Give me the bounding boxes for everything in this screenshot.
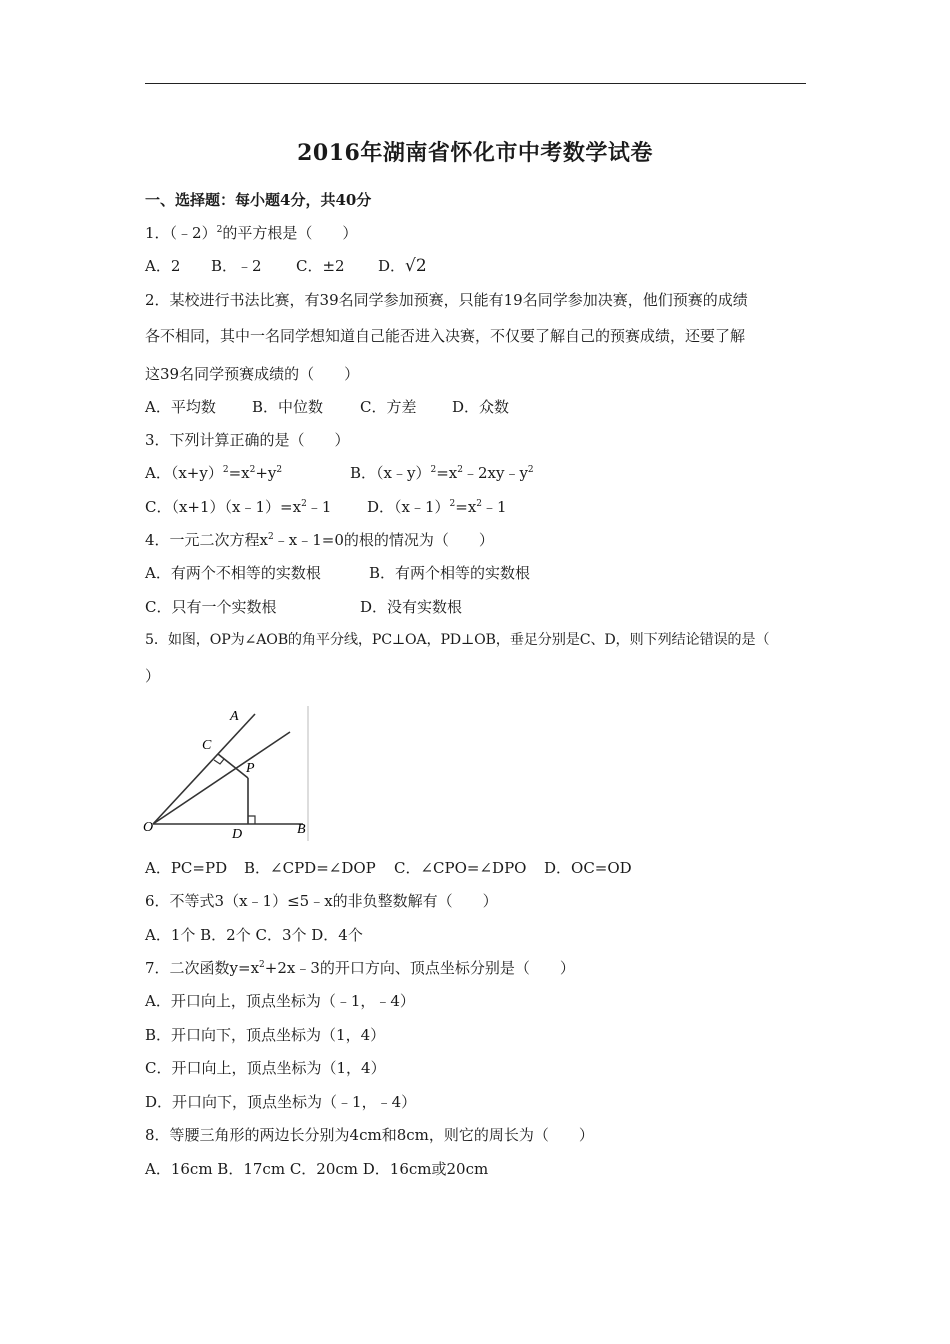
option-d[interactable]: D．√2 <box>378 256 427 276</box>
question-6-stem: 6．不等式3（x﹣1）≤5﹣x的非负整数解有（ ） <box>145 892 498 910</box>
question-4-options-ab <box>145 563 530 583</box>
question-3-options-cd <box>145 497 507 517</box>
question-7-option-c[interactable]: C．开口向上，顶点坐标为（1，4） <box>145 1059 386 1077</box>
segment-pc <box>218 754 248 778</box>
option-c[interactable]: C．$(x+1)(x﹣1)=x^2﹣1$ <box>145 498 332 516</box>
option-b[interactable]: B．﹣2 <box>211 257 262 275</box>
section-heading: 一、选择题：每小题4分，共40分 <box>145 191 372 209</box>
option-a[interactable]: A．平均数 <box>145 398 216 416</box>
question-7-option-d[interactable]: D．开口向下，顶点坐标为（﹣1，﹣4） <box>145 1093 417 1111</box>
label-a: A <box>230 709 239 724</box>
option-d[interactable]: D．$(x﹣1)^2=x^2﹣1$ <box>367 498 507 516</box>
option-b[interactable]: B．有两个相等的实数根 <box>369 564 531 582</box>
page-title: 2016年湖南省怀化市中考数学试卷 <box>297 140 653 166</box>
angle-bisector-diagram <box>143 706 313 841</box>
option-c[interactable]: C．方差 <box>360 398 417 416</box>
question-7-stem: 7．二次函数$y=x^2+2x﹣3$的开口方向、顶点坐标分别是（ ） <box>145 959 575 977</box>
question-7-option-a[interactable]: A．开口向上，顶点坐标为（﹣1，﹣4） <box>145 992 415 1010</box>
right-angle-mark-d <box>248 816 255 824</box>
question-2-line1: 2．某校进行书法比赛，有39名同学参加预赛，只能有19名同学参加决赛，他们预赛的成绩 <box>145 291 748 309</box>
geometry-figure <box>143 706 313 841</box>
ray-oa <box>153 714 255 824</box>
option-a[interactable]: A．PC=PD <box>145 859 228 877</box>
ray-op <box>153 732 290 824</box>
option-a[interactable]: A．有两个不相等的实数根 <box>145 564 321 582</box>
question-8-stem: 8．等腰三角形的两边长分别为4cm和8cm，则它的周长为（ ） <box>145 1126 594 1144</box>
option-d[interactable]: D．没有实数根 <box>360 598 463 616</box>
option-a[interactable]: A．2 <box>145 257 181 275</box>
question-2-line2: 各不相同，其中一名同学想知道自己能否进入决赛，不仅要了解自己的预赛成绩，还要了解 <box>145 327 746 345</box>
option-d[interactable]: D．众数 <box>452 398 510 416</box>
label-p: P <box>246 761 255 776</box>
label-o: O <box>143 820 154 835</box>
top-rule <box>145 83 806 84</box>
label-c: C <box>202 738 212 753</box>
question-1-stem: 1．（﹣2）$^2$的平方根是（ ） <box>145 224 358 242</box>
question-8-options[interactable]: A．16cm B．17cm C．20cm D．16cm或20cm <box>145 1160 489 1178</box>
question-4-options-cd <box>145 597 462 617</box>
option-d[interactable]: D．OC=OD <box>544 859 632 877</box>
question-1-options <box>145 256 427 276</box>
label-b: B <box>297 822 306 837</box>
right-angle-mark-c <box>214 759 224 764</box>
question-2-line3: 这39名同学预赛成绩的（ ） <box>145 365 360 383</box>
option-b[interactable]: B．∠CPD=∠DOP <box>244 859 376 877</box>
question-5-line2: ） <box>145 667 161 685</box>
question-5-options <box>145 858 632 878</box>
question-6-options[interactable]: A．1个 B．2个 C．3个 D．4个 <box>145 926 363 944</box>
question-3-stem: 3．下列计算正确的是（ ） <box>145 431 350 449</box>
question-3-options-ab <box>145 463 534 483</box>
question-4-stem: 4．一元二次方程$x^2﹣x﹣1=0$的根的情况为（ ） <box>145 531 494 549</box>
label-d: D <box>232 827 243 841</box>
question-7-option-b[interactable]: B．开口向下，顶点坐标为（1，4） <box>145 1026 386 1044</box>
option-c[interactable]: C．±2 <box>296 257 345 275</box>
option-b[interactable]: B．中位数 <box>252 398 324 416</box>
option-b[interactable]: B．$(x﹣y)^2=x^2﹣2xy﹣y^2$ <box>350 464 534 482</box>
question-2-options <box>145 397 509 417</box>
option-a[interactable]: A．$(x+y)^2=x^2+y^2$ <box>145 464 283 482</box>
option-c[interactable]: C．只有一个实数根 <box>145 598 277 616</box>
question-5-line1: 5．如图，OP为∠AOB的角平分线，PC⊥OA，PD⊥OB，垂足分别是C、D，则下列结论错误的是（ <box>145 632 770 648</box>
option-c[interactable]: C．∠CPO=∠DPO <box>394 859 527 877</box>
sqrt-symbol: √2 <box>405 256 427 276</box>
